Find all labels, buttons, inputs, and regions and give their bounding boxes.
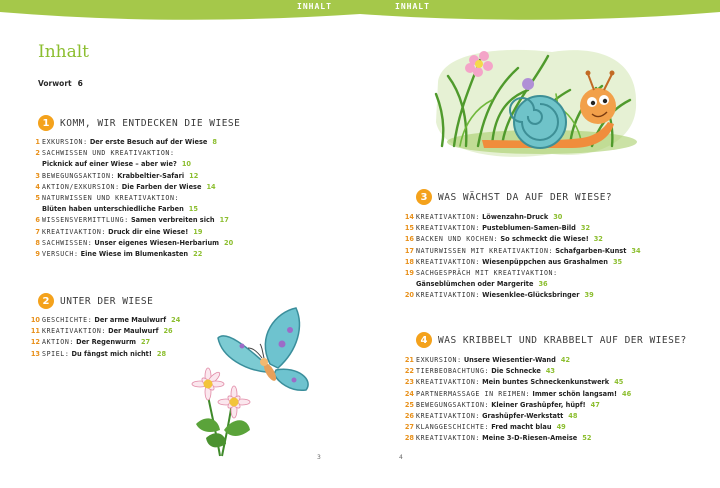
entry-text (416, 378, 623, 387)
entry-text (42, 350, 166, 359)
entry-text (416, 224, 590, 233)
entry-title: Krabbeltier-Safari (117, 171, 185, 180)
entry-number: 8 (35, 238, 40, 247)
entry-page: 24 (171, 316, 181, 324)
entry-page: 43 (545, 367, 556, 376)
entry-page: 12 (189, 171, 199, 180)
entry-page: 34 (631, 246, 641, 255)
entry-text (42, 205, 198, 214)
entry-page: 28 (156, 349, 167, 358)
entry-title: Die Farben der Wiese (121, 182, 202, 191)
entry-title: Die Schnecke (491, 367, 541, 376)
entry-number: 4 (35, 182, 40, 191)
entry-title: Unser eigenes Wiesen-Herbarium (94, 238, 220, 247)
entry-text (42, 228, 202, 237)
entry-title: Löwenzahn-Druck (482, 213, 549, 221)
entry-title: Blüten haben unterschiedliche Farben (42, 205, 184, 214)
entry-title: Unsere Wiesentier-Wand (463, 356, 556, 364)
entry-category: AKTION/EXKURSION: (42, 182, 120, 191)
entry-title: Immer schön langsam! (532, 389, 617, 398)
entry-category: EXKURSION: (42, 138, 88, 146)
entry-text (416, 401, 600, 410)
entry-text (42, 160, 191, 169)
entry-title: Du fängst mich nicht! (71, 349, 152, 358)
entry-page: 19 (193, 227, 203, 236)
entry-title: So schmeckt die Wiese! (500, 235, 589, 244)
entry-page: 45 (614, 378, 624, 387)
entry-category: KREATIVAKTION: (416, 378, 480, 387)
entry-title: Wiesenpüppchen aus Grashalmen (482, 257, 608, 266)
entry-category: EXKURSION: (416, 356, 462, 364)
entry-number: 12 (30, 338, 40, 347)
entry-number: 1 (35, 138, 40, 146)
chapter-title: KOMM, WIR ENTDECKEN DIE WIESE (60, 118, 241, 129)
entry-number: 13 (30, 349, 40, 358)
entry-category: VERSUCH: (42, 250, 79, 258)
entry-category: KREATIVAKTION: (416, 412, 480, 420)
entry-page: 30 (553, 213, 563, 221)
entry-page: 52 (582, 434, 592, 443)
entry-page: 15 (188, 205, 198, 214)
chapter-number-badge: 1 (38, 115, 54, 131)
entry-category: GESCHICHTE: (42, 316, 93, 324)
entry-page: 26 (163, 327, 173, 336)
entry-text (416, 280, 548, 289)
snail-illustration (432, 42, 642, 164)
entry-text (42, 138, 217, 147)
entry-page: 47 (590, 400, 600, 409)
entry-number: 28 (404, 434, 414, 443)
entry-number: 19 (404, 269, 414, 277)
entry-category: BEWEGUNGSAKTION: (42, 171, 116, 180)
entry-text (416, 247, 641, 256)
chapter-title: WAS WÄCHST DA AUF DER WIESE? (438, 192, 613, 203)
entry-title: Picknick auf einer Wiese – aber wie? (42, 160, 177, 169)
entry-number: 24 (404, 389, 414, 398)
entry-category: BEWEGUNGSAKTION: (416, 400, 490, 409)
entry-text (416, 235, 603, 244)
entry-text (42, 239, 233, 248)
entry-category: SACHWISSEN: (42, 238, 93, 247)
entry-title: Druck dir eine Wiese! (108, 227, 189, 236)
vorwort-label: Vorwort (38, 79, 72, 88)
entry-text (42, 327, 173, 336)
entry-text (416, 367, 555, 376)
entry-number: 26 (404, 412, 414, 420)
entry-page: 49 (556, 423, 566, 432)
entry-number: 27 (404, 423, 414, 432)
entry-text (42, 338, 150, 347)
entry-page: 35 (612, 257, 623, 266)
entry-text (416, 269, 563, 278)
entry-text (416, 291, 594, 300)
entry-title: Der Maulwurf (108, 327, 159, 336)
entry-category: BACKEN UND KOCHEN: (416, 235, 499, 244)
entry-page: 14 (206, 182, 216, 191)
entry-number: 9 (35, 250, 40, 258)
entry-title: Der erste Besuch auf der Wiese (89, 138, 208, 146)
entry-category: NATURWISSEN MIT KREATIVAKTION: (416, 246, 554, 255)
entry-category: KREATIVAKTION: (416, 257, 480, 266)
entry-number: 21 (404, 356, 414, 364)
entry-category: NATURWISSEN UND KREATIVAKTION: (42, 194, 180, 202)
entry-text (42, 316, 180, 325)
entry-number: 25 (404, 400, 414, 409)
entry-page: 39 (584, 291, 594, 300)
entry-text (416, 356, 570, 365)
entry-title: Der Regenwurm (76, 338, 136, 347)
entry-number: 15 (404, 224, 414, 233)
page-title: Inhalt (38, 42, 90, 62)
entry-page: 32 (593, 235, 603, 244)
header-left-label: INHALT (297, 2, 332, 11)
entry-title: Gänseblümchen oder Margerite (416, 280, 534, 289)
entry-number: 2 (35, 149, 40, 158)
entry-title: Meine 3-D-Riesen-Ameise (482, 434, 578, 443)
entry-category: KREATIVAKTION: (416, 291, 480, 300)
vorwort-page: 6 (77, 79, 83, 88)
entry-page: 48 (568, 412, 578, 420)
entry-text (416, 213, 562, 222)
chapter-number-badge: 4 (416, 332, 432, 348)
entry-number: 18 (404, 257, 414, 266)
entry-category: TIERBEOBACHTUNG: (416, 367, 490, 376)
entry-page: 10 (181, 160, 191, 169)
entry-page: 42 (560, 356, 571, 364)
entry-title: Eine Wiese im Blumenkasten (80, 250, 189, 258)
entry-title: Kleiner Grashüpfer, hüpf! (491, 400, 586, 409)
entry-number: 7 (35, 227, 40, 236)
entry-text (42, 183, 216, 192)
chapter-number-badge: 2 (38, 293, 54, 309)
entry-category: KREATIVAKTION: (42, 227, 106, 236)
page-number-left: 3 (317, 454, 321, 461)
entry-text (42, 149, 180, 158)
header-right-label: INHALT (395, 2, 430, 11)
entry-number: 20 (404, 291, 414, 300)
butterfly-illustration (186, 306, 336, 462)
entry-page: 17 (219, 216, 229, 225)
entry-text (416, 258, 622, 267)
entry-number: 17 (404, 246, 414, 255)
entry-title: Schafgarben-Kunst (555, 246, 627, 255)
entry-number: 11 (30, 327, 40, 336)
entry-category: SACHWISSEN UND KREATIVAKTION: (42, 149, 175, 158)
entry-text (42, 172, 198, 181)
entry-category: KLANGGESCHICHTE: (416, 423, 490, 432)
entry-title: Samen verbreiten sich (130, 216, 215, 225)
entry-page: 8 (212, 138, 217, 146)
entry-page: 32 (580, 224, 591, 233)
entry-category: KREATIVAKTION: (416, 434, 480, 443)
entry-category: SACHGESPRÄCH MIT KREATIVAKTION: (416, 269, 558, 277)
entry-category: PARTNERMASSAGE IN REIMEN: (416, 389, 531, 398)
entry-number: 16 (404, 235, 414, 244)
entry-page: 36 (538, 280, 548, 289)
entry-category: KREATIVAKTION: (416, 213, 480, 221)
entry-category: WISSENSVERMITTLUNG: (42, 216, 129, 225)
entry-number: 5 (35, 194, 40, 202)
entry-number: 22 (404, 367, 414, 376)
entry-title: Grashüpfer-Werkstatt (482, 412, 564, 420)
entry-text (42, 194, 184, 203)
chapter-title: WAS KRIBBELT UND KRABBELT AUF DER WIESE? (438, 335, 687, 346)
entry-page: 22 (193, 250, 203, 258)
chapter-number-badge: 3 (416, 189, 432, 205)
vorwort-entry (38, 79, 83, 88)
entry-number: 6 (35, 216, 40, 225)
entry-category: KREATIVAKTION: (42, 327, 106, 336)
entry-title: Mein buntes Schneckenkunstwerk (482, 378, 610, 387)
entry-number: 14 (404, 213, 414, 221)
entry-number: 3 (35, 171, 40, 180)
entry-category: AKTION: (42, 338, 74, 347)
entry-number: 23 (404, 378, 414, 387)
entry-category: KREATIVAKTION: (416, 224, 480, 233)
header-banner (0, 0, 720, 22)
entry-text (416, 434, 591, 443)
entry-text (42, 216, 229, 225)
entry-text (42, 250, 202, 259)
entry-title: Der arme Maulwurf (94, 316, 167, 324)
entry-title: Fred macht blau (491, 423, 552, 432)
entry-text (416, 390, 631, 399)
entry-title: Pusteblumen-Samen-Bild (482, 224, 576, 233)
chapter-title: UNTER DER WIESE (60, 296, 154, 307)
entry-text (416, 423, 566, 432)
entry-text (416, 412, 577, 421)
page-number-right: 4 (399, 454, 403, 461)
entry-number: 10 (30, 316, 40, 324)
entry-category: SPIEL: (42, 349, 70, 358)
entry-title: Wiesenklee-Glücksbringer (482, 291, 580, 300)
entry-page: 46 (622, 389, 632, 398)
entry-page: 27 (140, 338, 151, 347)
entry-page: 20 (224, 238, 234, 247)
